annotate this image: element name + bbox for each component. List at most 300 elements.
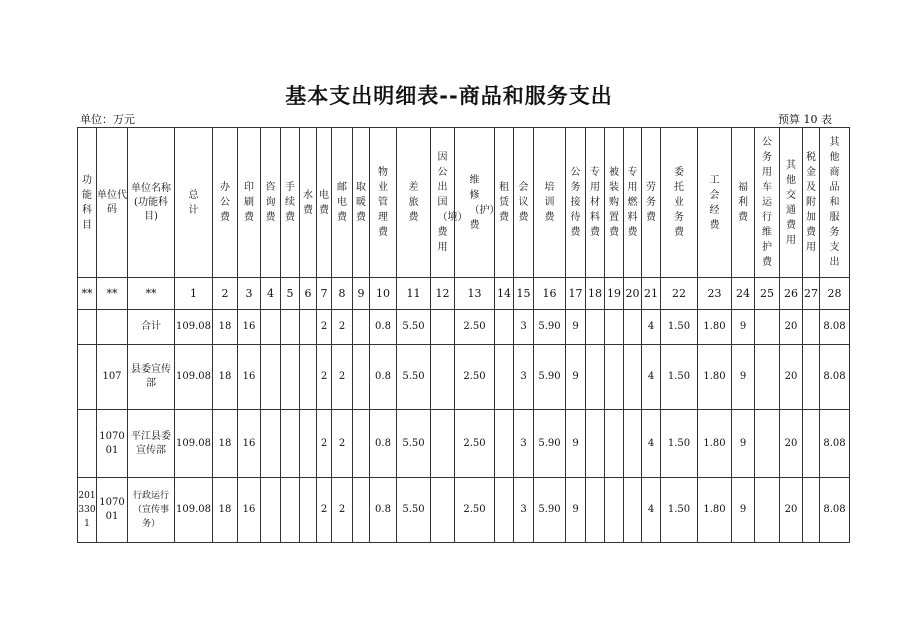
column-number: [605, 278, 624, 310]
column-header-text: 单位名称(功能科目): [131, 182, 171, 222]
column-header: [353, 128, 370, 278]
column-number: [281, 278, 300, 310]
column-number: [97, 278, 128, 310]
table-cell: [238, 410, 261, 478]
column-number-text: **: [81, 286, 93, 300]
header-row: [78, 128, 850, 278]
table-cell-text: 8.08: [823, 504, 846, 515]
table-cell-text: 18: [218, 437, 232, 449]
table-cell-text: 5.90: [538, 437, 561, 449]
table-cell-text: 9: [572, 437, 579, 449]
column-header: [300, 128, 317, 278]
column-number-text: 2: [221, 286, 229, 300]
column-header-text: 专用燃料费: [627, 167, 638, 238]
column-number: [586, 278, 605, 310]
table-cell: [397, 478, 431, 543]
column-header: [238, 128, 261, 278]
table-cell-text: 3: [520, 437, 527, 449]
table-cell-text: 18: [218, 504, 232, 515]
column-header-text: 专用材料费: [590, 167, 600, 238]
table-cell: [534, 345, 566, 410]
table-cell-text: 4: [647, 371, 655, 382]
column-number: [820, 278, 850, 310]
table-cell-text: 县委宣传部: [131, 364, 171, 389]
column-number: [238, 278, 261, 310]
table-cell-text: 109.08: [176, 504, 211, 515]
table-cell: [175, 345, 213, 410]
column-header-text: 取暖费: [356, 182, 366, 223]
table-row: [78, 478, 850, 543]
column-header-text: 办公费: [220, 182, 230, 223]
column-number: [495, 278, 514, 310]
table-cell: [605, 478, 624, 543]
table-cell: [431, 478, 455, 543]
table-cell: [661, 310, 698, 345]
column-number-text: 13: [467, 286, 482, 300]
table-cell-text: 2.50: [463, 321, 486, 332]
table-cell: [455, 310, 495, 345]
column-header-text: 其他交通费用: [786, 159, 796, 246]
table-cell-text: 5.50: [402, 321, 425, 332]
table-cell: [175, 310, 213, 345]
table-cell-text: 0.8: [375, 321, 391, 332]
column-number-text: 1: [190, 286, 197, 300]
column-number: [370, 278, 397, 310]
column-number: [566, 278, 586, 310]
column-header-text: 邮电费: [337, 182, 347, 223]
column-header: [586, 128, 605, 278]
column-number: [397, 278, 431, 310]
table-cell: [213, 410, 238, 478]
column-header: [455, 128, 500, 278]
column-header: [261, 128, 281, 278]
table-cell-text: 107001: [99, 430, 125, 456]
table-cell: [514, 478, 534, 543]
column-number: [732, 278, 755, 310]
table-cell: [238, 310, 261, 345]
table-cell-text: 9: [572, 321, 579, 332]
column-number: [455, 278, 495, 310]
table-cell-text: 5.50: [402, 371, 425, 382]
table-cell: [820, 478, 850, 543]
table-cell-text: 20: [784, 504, 798, 515]
table-cell: [642, 410, 661, 478]
table-row: [78, 410, 850, 478]
table-cell: [566, 345, 586, 410]
table-cell-text: 16: [242, 504, 256, 515]
column-number: [514, 278, 534, 310]
column-header-text: 委托业务费: [674, 167, 684, 238]
column-header-text: 物业管理费: [378, 167, 388, 238]
table-cell-text: 109.08: [176, 371, 211, 382]
column-number-row: [78, 278, 850, 310]
table-cell-text: 20: [784, 371, 798, 382]
table-cell-text: 4: [647, 504, 655, 515]
table-cell-text: 16: [242, 321, 256, 332]
table-cell: [317, 310, 332, 345]
column-number-text: 5: [286, 286, 294, 300]
table-cell: [534, 410, 566, 478]
table-cell-text: 1.80: [703, 321, 726, 332]
column-number-text: 7: [320, 286, 328, 300]
column-number: [661, 278, 698, 310]
table-cell: [755, 345, 780, 410]
column-header-text: 咨询费: [265, 182, 276, 223]
column-header: [732, 128, 755, 278]
table-cell: [780, 310, 803, 345]
table-cell-text: 1.50: [667, 371, 691, 382]
table-cell: [732, 478, 755, 543]
table-cell: [803, 478, 820, 543]
column-header: [755, 128, 780, 278]
table-cell: [128, 310, 175, 345]
table-cell: [495, 410, 514, 478]
unit-label: 单位：万元: [80, 113, 135, 126]
table-cell: [97, 310, 128, 345]
table-cell: [624, 410, 642, 478]
table-cell: [332, 410, 353, 478]
table-cell: [755, 410, 780, 478]
column-header: [803, 128, 820, 278]
table-cell: [353, 478, 370, 543]
column-number-text: 14: [497, 286, 511, 300]
column-header: [534, 128, 566, 278]
table-cell-text: 9: [572, 504, 579, 515]
column-header-text: 维修（护）费: [469, 174, 500, 231]
table-cell-text: 9: [739, 321, 747, 332]
form-number: 预算 10 表: [778, 113, 832, 126]
table-cell: [642, 310, 661, 345]
column-header: [213, 128, 238, 278]
table-cell: [238, 478, 261, 543]
table-cell-text: 3: [520, 371, 527, 382]
column-header: [624, 128, 642, 278]
table-cell: [128, 478, 175, 543]
page-title: 基本支出明细表--商品和服务支出: [285, 84, 613, 108]
column-number: [803, 278, 820, 310]
table-cell: [213, 345, 238, 410]
table-cell: [566, 410, 586, 478]
table-cell: [281, 345, 300, 410]
table-cell: [732, 310, 755, 345]
table-cell-text: 行政运行（宣传事务）: [132, 491, 169, 529]
table-cell: [353, 310, 370, 345]
table-cell: [514, 310, 534, 345]
table-cell: [455, 478, 495, 543]
column-number-text: 17: [568, 286, 583, 300]
table-cell: [803, 310, 820, 345]
column-header-text: 培训费: [544, 182, 555, 223]
table-cell-text: 2: [338, 371, 346, 382]
table-cell: [175, 478, 213, 543]
column-header: [514, 128, 534, 278]
column-header: [431, 128, 468, 278]
table-cell: [300, 345, 317, 410]
table-cell-text: 1.50: [667, 437, 691, 449]
table-cell: [78, 345, 97, 410]
table-cell-text: 109.08: [176, 321, 211, 332]
table-cell: [128, 345, 175, 410]
table-cell: [261, 410, 281, 478]
table-cell: [534, 478, 566, 543]
column-number-text: 24: [736, 286, 750, 300]
column-header: [97, 128, 128, 278]
table-cell: [803, 410, 820, 478]
table-cell: [566, 310, 586, 345]
column-number: [698, 278, 732, 310]
table-cell: [317, 410, 332, 478]
table-row: [78, 310, 850, 345]
table-cell-text: 20: [784, 321, 798, 332]
table-cell: [353, 410, 370, 478]
table-cell-text: 0.8: [375, 504, 391, 515]
table-cell-text: 1.80: [703, 437, 726, 449]
table-cell-text: 3: [520, 321, 527, 332]
column-number-text: 10: [376, 286, 390, 300]
table-cell: [820, 345, 850, 410]
column-number: [175, 278, 213, 310]
table-cell: [431, 310, 455, 345]
table-cell: [397, 410, 431, 478]
table-cell: [261, 310, 281, 345]
table-cell: [820, 410, 850, 478]
column-number: [780, 278, 803, 310]
column-number: [261, 278, 281, 310]
table-cell: [732, 410, 755, 478]
column-header: [566, 128, 586, 278]
table-cell-text: 18: [218, 371, 232, 382]
table-cell: [624, 345, 642, 410]
table-cell: [353, 345, 370, 410]
table-cell: [642, 345, 661, 410]
column-header: [332, 128, 353, 278]
table-cell-text: 5.50: [402, 437, 425, 449]
table-cell-text: 1.80: [703, 504, 726, 515]
column-header-text: 功能科目: [82, 174, 92, 231]
column-header: [661, 128, 698, 278]
column-header-text: 其他商品和服务支出: [829, 137, 840, 268]
column-number-text: 18: [588, 286, 602, 300]
column-header-text: 税金及附加费用: [806, 152, 816, 253]
column-number-text: 20: [625, 286, 640, 300]
expense-table: [77, 127, 850, 543]
table-cell-text: 2: [338, 321, 346, 332]
table-cell-text: 1.50: [667, 321, 691, 332]
column-number: [317, 278, 332, 310]
column-header: [642, 128, 661, 278]
table-cell: [332, 478, 353, 543]
column-number-text: 3: [245, 286, 253, 300]
table-cell: [495, 310, 514, 345]
table-cell-text: 16: [242, 437, 256, 449]
column-number: [534, 278, 566, 310]
column-header: [370, 128, 397, 278]
table-cell: [780, 410, 803, 478]
column-header-text: 租赁费: [499, 182, 509, 223]
table-cell-text: 3: [520, 504, 527, 515]
table-cell: [605, 345, 624, 410]
column-number: [353, 278, 370, 310]
table-cell-text: 16: [242, 371, 256, 382]
column-header-text: 电费: [319, 189, 329, 216]
column-header-text: 会议费: [518, 182, 529, 223]
column-header-text: 公务用车运行维护费: [762, 137, 772, 268]
table-cell: [586, 410, 605, 478]
table-cell: [370, 410, 397, 478]
table-cell-text: 107: [102, 371, 122, 382]
table-cell: [317, 345, 332, 410]
column-number-text: 12: [435, 286, 450, 300]
column-header-text: 工会经费: [709, 174, 720, 231]
column-header-text: 福利费: [738, 182, 748, 223]
table-cell-text: 5.90: [538, 371, 561, 382]
table-cell: [317, 478, 332, 543]
table-cell-text: 4: [647, 437, 655, 449]
table-cell: [455, 410, 495, 478]
table-cell-text: 平江县委宣传部: [131, 430, 171, 456]
table-cell: [370, 478, 397, 543]
table-cell: [97, 410, 128, 478]
column-number-text: 28: [827, 286, 842, 300]
table-cell-text: 8.08: [823, 437, 846, 449]
table-cell: [300, 310, 317, 345]
column-number-text: 27: [804, 286, 818, 300]
table-cell: [281, 410, 300, 478]
table-cell-text: 0.8: [375, 371, 391, 382]
column-header: [698, 128, 732, 278]
column-header-text: 公务接待费: [570, 167, 581, 238]
table-cell: [281, 478, 300, 543]
table-cell: [495, 478, 514, 543]
table-cell: [642, 478, 661, 543]
table-cell: [605, 410, 624, 478]
table-cell-text: 5.90: [538, 504, 561, 515]
table-cell-text: 2: [320, 437, 328, 449]
table-cell: [332, 310, 353, 345]
table-cell: [661, 478, 698, 543]
table-cell: [213, 310, 238, 345]
table-cell: [213, 478, 238, 543]
table-cell-text: 4: [647, 321, 655, 332]
table-cell: [755, 478, 780, 543]
table-cell: [780, 345, 803, 410]
column-number-text: 23: [707, 286, 722, 300]
column-header-text: 劳务费: [646, 182, 656, 223]
column-header: [175, 128, 213, 278]
column-header-text: 手续费: [285, 182, 295, 223]
table-cell-text: 2: [338, 437, 346, 449]
column-number: [642, 278, 661, 310]
column-number-text: 21: [644, 286, 658, 300]
table-cell: [78, 410, 97, 478]
column-number: [624, 278, 642, 310]
table-cell-text: 18: [218, 321, 232, 332]
table-cell-text: 2: [320, 371, 328, 382]
table-cell-text: 9: [572, 371, 579, 382]
table-cell-text: 2: [338, 504, 346, 515]
table-cell: [97, 345, 128, 410]
table-cell: [586, 345, 605, 410]
column-header: [495, 128, 514, 278]
table-cell: [698, 345, 732, 410]
table-cell-text: 2.50: [463, 371, 486, 382]
table-cell: [431, 410, 455, 478]
table-cell: [238, 345, 261, 410]
table-cell: [534, 310, 566, 345]
table-cell: [281, 310, 300, 345]
table-cell: [261, 478, 281, 543]
table-cell-text: 20: [784, 437, 798, 449]
table-cell-text: 9: [739, 371, 747, 382]
table-cell: [78, 310, 97, 345]
column-header: [78, 128, 97, 278]
column-header-text: 印刷费: [244, 182, 254, 223]
column-header: [317, 128, 332, 278]
table-cell: [97, 478, 128, 543]
table-cell: [661, 345, 698, 410]
column-number: [78, 278, 97, 310]
column-number-text: 15: [516, 286, 531, 300]
column-number-text: 4: [267, 286, 274, 300]
table-cell-text: 2.50: [463, 437, 486, 449]
column-header-text: 单位代码: [97, 189, 127, 215]
table-cell-text: 2013301: [78, 491, 96, 529]
column-number-text: 22: [672, 286, 686, 300]
table-cell-text: 8.08: [823, 321, 846, 332]
column-header-text: 被装购置费: [609, 167, 619, 238]
table-cell-text: 109.08: [176, 437, 211, 449]
column-number-text: **: [106, 286, 118, 300]
column-number-text: **: [145, 286, 157, 300]
column-number-text: 9: [357, 286, 365, 300]
table-cell: [820, 310, 850, 345]
table-cell: [128, 410, 175, 478]
table-cell: [514, 345, 534, 410]
table-cell-text: 9: [739, 504, 747, 515]
column-header-text: 差旅费: [408, 182, 419, 223]
table-cell: [495, 345, 514, 410]
table-cell-text: 5.90: [538, 321, 561, 332]
table-cell: [803, 345, 820, 410]
table-cell: [780, 478, 803, 543]
column-number-text: 8: [338, 286, 346, 300]
table-cell-text: 合计: [141, 321, 161, 332]
column-number: [128, 278, 175, 310]
table-cell: [78, 478, 97, 543]
table-row: [78, 345, 850, 410]
column-number-text: 6: [304, 286, 312, 300]
table-cell: [431, 345, 455, 410]
table-cell: [300, 478, 317, 543]
table-cell: [698, 478, 732, 543]
table-cell-text: 8.08: [823, 371, 846, 382]
column-number-text: 26: [784, 286, 798, 300]
column-header: [780, 128, 803, 278]
column-number: [755, 278, 780, 310]
table-cell: [370, 310, 397, 345]
table-cell: [624, 478, 642, 543]
table-cell-text: 2: [320, 504, 328, 515]
column-header-text: 因公出国（境）费用: [437, 152, 468, 253]
column-header-text: 总计: [188, 189, 199, 216]
table-cell: [566, 478, 586, 543]
table-cell-text: 1.80: [703, 371, 726, 382]
column-header-text: 水费: [303, 189, 313, 216]
table-cell-text: 0.8: [375, 437, 391, 449]
column-header: [820, 128, 850, 278]
table-cell: [300, 410, 317, 478]
column-number-text: 25: [760, 286, 774, 300]
